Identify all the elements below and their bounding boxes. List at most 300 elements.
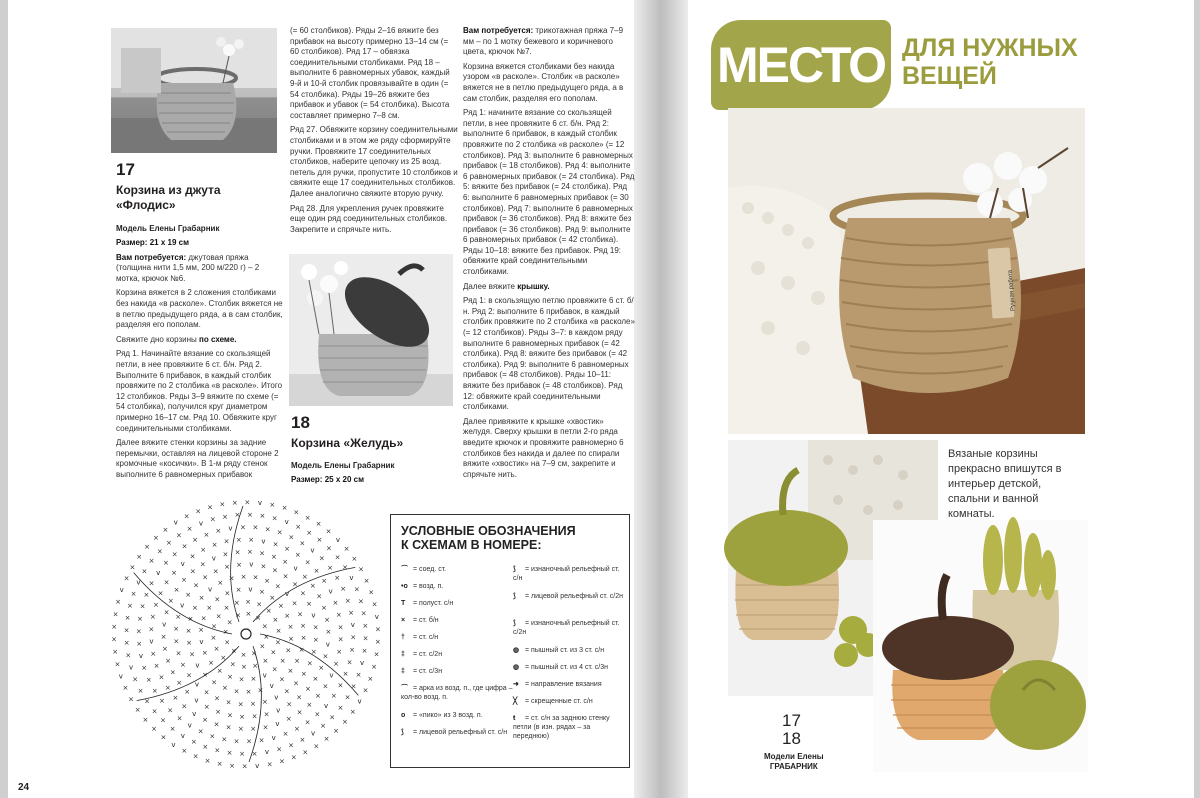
chart-stitch-mark: ×: [306, 701, 313, 710]
legend-symbol-icon: ‡: [401, 668, 405, 675]
chart-stitch-mark: ×: [124, 614, 131, 623]
chart-stitch-mark: ×: [325, 628, 332, 637]
chart-stitch-mark: ×: [211, 678, 218, 687]
legend-title-line1: УСЛОВНЫЕ ОБОЗНАЧЕНИЯ: [401, 524, 576, 538]
pattern-18-author: Модель Елены Грабарник: [291, 461, 395, 470]
chart-stitch-mark: ×: [220, 654, 227, 663]
legend-title: [401, 524, 576, 552]
chart-stitch-mark: ×: [259, 642, 266, 651]
chart-stitch-mark: ×: [153, 661, 160, 670]
chart-stitch-mark: ×: [184, 688, 191, 697]
chart-stitch-mark: ×: [221, 684, 228, 693]
chart-stitch-mark: ×: [309, 582, 316, 591]
chart-stitch-mark: ×: [351, 555, 358, 563]
chart-stitch-mark: ×: [203, 703, 210, 711]
chart-stitch-mark: ×: [314, 710, 321, 719]
chart-stitch-mark: ×: [248, 535, 255, 544]
chart-stitch-mark: ×: [112, 648, 119, 656]
chart-stitch-mark: ×: [252, 573, 259, 582]
chart-stitch-mark: ×: [278, 757, 285, 766]
chart-stitch-mark: ×: [201, 670, 208, 679]
legend-text: = лицевой рельефный ст. с/н: [413, 729, 508, 736]
chart-stitch-mark: ×: [187, 615, 194, 624]
pattern-17-col2: [290, 26, 458, 239]
chart-stitch-mark: ×: [293, 508, 300, 517]
paragraph-bold: крышку.: [517, 281, 550, 291]
legend-text: = ст. с/н: [413, 634, 439, 641]
chart-stitch-mark: v: [276, 706, 281, 715]
chart-stitch-mark: ×: [361, 646, 368, 655]
title-banner: [711, 20, 891, 110]
handmade-tag-text: Ручная работа: [1007, 269, 1017, 312]
chart-stitch-mark: ×: [202, 743, 209, 751]
chart-stitch-mark: ×: [129, 563, 136, 572]
chart-stitch-mark: ×: [181, 747, 188, 756]
legend-text: = ст. с/2н: [413, 651, 443, 658]
chart-stitch-mark: ×: [227, 672, 234, 681]
chart-stitch-mark: ×: [299, 736, 306, 744]
chart-stitch-mark: ×: [269, 593, 276, 602]
chart-stitch-mark: v: [328, 587, 333, 596]
credit-line2: ГРАБАРНИК: [769, 762, 818, 771]
chart-stitch-mark: ×: [287, 623, 294, 632]
legend-item: [513, 697, 625, 706]
pattern-17-title: [116, 183, 221, 213]
pattern-17-author: Модель Елены Грабарник: [116, 224, 220, 233]
legend-item: [401, 667, 513, 676]
chart-stitch-mark: v: [129, 663, 134, 672]
chart-stitch-mark: v: [228, 524, 233, 533]
chart-stitch-mark: ×: [148, 625, 155, 634]
chart-stitch-mark: ×: [276, 745, 283, 754]
chart-stitch-mark: ×: [350, 633, 357, 642]
chart-stitch-mark: ×: [287, 667, 294, 676]
paragraph-bold: по схеме.: [199, 334, 237, 344]
chart-stitch-mark: ×: [318, 554, 325, 563]
chart-stitch-mark: ×: [350, 682, 357, 691]
chart-stitch-mark: ×: [135, 627, 142, 636]
chart-stitch-mark: ×: [209, 515, 216, 524]
chart-stitch-mark: ×: [211, 622, 218, 631]
chart-stitch-mark: ×: [237, 700, 244, 709]
banner-text: МЕСТО: [716, 37, 886, 93]
chart-stitch-mark: ×: [293, 724, 300, 733]
chart-stitch-mark: ×: [277, 601, 284, 610]
left-page: [8, 0, 634, 798]
chart-stitch-mark: ×: [240, 650, 247, 659]
chart-stitch-mark: ×: [278, 675, 285, 684]
size-label: Размер:: [291, 475, 323, 484]
chart-stitch-mark: ×: [151, 686, 158, 695]
chart-stitch-mark: ×: [191, 603, 198, 612]
chart-stitch-mark: ×: [262, 723, 269, 732]
chart-stitch-mark: ×: [158, 697, 165, 705]
chart-stitch-mark: ×: [132, 675, 139, 684]
legend-text: = ст. б/н: [413, 617, 439, 624]
legend-item: [513, 680, 625, 689]
chart-stitch-mark: ×: [304, 684, 311, 693]
chart-stitch-mark: ×: [206, 604, 213, 613]
chart-stitch-mark: ×: [304, 558, 311, 567]
chart-stitch-mark: ×: [136, 552, 143, 561]
chart-stitch-mark: ×: [222, 512, 228, 521]
pattern-18-size: [291, 475, 451, 490]
chart-stitch-mark: ×: [235, 585, 242, 594]
chart-stitch-mark: ×: [285, 715, 292, 724]
chart-stitch-mark: ×: [112, 610, 119, 619]
legend-symbol-icon: ◍: [513, 647, 520, 654]
chart-stitch-mark: ×: [164, 684, 171, 692]
chart-stitch-mark: ×: [134, 706, 141, 714]
chart-stitch-mark: ×: [216, 667, 223, 676]
chart-stitch-mark: v: [335, 535, 341, 544]
chart-stitch-mark: ×: [251, 749, 258, 758]
chart-stitch-mark: ×: [333, 726, 340, 735]
chart-stitch-mark: ×: [179, 660, 186, 669]
chart-stitch-mark: v: [192, 709, 197, 718]
chart-stitch-mark: ×: [310, 647, 317, 656]
chart-stitch-mark: ×: [209, 732, 216, 741]
chart-stitch-mark: ×: [293, 679, 299, 688]
chart-stitch-mark: ×: [348, 608, 354, 617]
chart-stitch-mark: ×: [257, 686, 264, 695]
chart-stitch-mark: ×: [288, 533, 295, 542]
legend-symbol-icon: o: [401, 712, 406, 719]
chart-stitch-mark: ×: [333, 660, 340, 668]
chart-stitch-mark: ×: [250, 725, 257, 733]
legend-symbol-icon: ŧ: [513, 715, 516, 722]
chart-stitch-mark: ×: [235, 536, 242, 544]
legend-symbol-icon: T: [401, 600, 406, 607]
chart-stitch-mark: ×: [160, 632, 167, 641]
chart-stitch-mark: ×: [265, 606, 272, 615]
chart-stitch-mark: ×: [274, 638, 281, 647]
chart-stitch-mark: ×: [144, 543, 151, 552]
jute-basket-photo: [111, 28, 277, 153]
chart-stitch-mark: ×: [122, 684, 129, 693]
chart-stitch-mark: v: [374, 613, 379, 621]
chart-stitch-mark: ×: [224, 589, 231, 598]
chart-stitch-mark: ×: [240, 663, 247, 672]
chart-stitch-mark: ×: [181, 576, 188, 585]
chart-stitch-mark: ×: [353, 585, 360, 594]
chart-stitch-mark: ×: [300, 622, 306, 630]
chart-stitch-mark: ×: [192, 536, 199, 545]
chart-stitch-mark: v: [349, 574, 354, 583]
chart-stitch-mark: ×: [363, 576, 370, 585]
chart-stitch-mark: v: [262, 671, 267, 680]
chart-stitch-mark: ×: [237, 725, 244, 734]
chart-stitch-mark: ×: [230, 646, 237, 655]
chart-stitch-mark: v: [194, 680, 200, 689]
chart-stitch-mark: ×: [349, 708, 356, 717]
size-label: Размер:: [116, 238, 148, 247]
chart-stitch-mark: ×: [272, 616, 279, 624]
paragraph: Ряд 27. Обвяжите корзину соединительными столбиками и в этом же ряду сформируйте ручки. Провяжите 17 соединительных столбиков, наберите цепочку из 25 возд. петель для ручки, пропустите 10 столбиков и свяжите еще 17 соединительных столбиков. Далее аналогично свяжите вторую ручку.: [290, 125, 458, 198]
legend-item: [401, 582, 513, 591]
legend-symbol-icon: •o: [401, 583, 408, 590]
paragraph-lead: Далее вяжите: [463, 281, 515, 291]
chart-stitch-mark: ×: [175, 613, 182, 622]
chart-stitch-mark: ×: [197, 727, 204, 736]
heading-line2: ВЕЩЕЙ: [902, 62, 997, 90]
chart-stitch-mark: ×: [239, 523, 246, 532]
chart-stitch-mark: ×: [271, 514, 278, 523]
chart-stitch-mark: ×: [306, 528, 313, 537]
chart-stitch-mark: ×: [282, 558, 289, 566]
chart-stitch-mark: v: [274, 693, 279, 702]
chart-stitch-mark: ×: [171, 568, 178, 577]
model-number-17: 17: [782, 711, 801, 730]
page-number: 24: [18, 782, 30, 793]
chart-stitch-mark: ×: [306, 600, 313, 609]
chart-stitch-mark: ×: [244, 498, 251, 507]
chart-stitch-mark: ×: [169, 668, 176, 677]
chart-center-ring: [241, 629, 251, 639]
chart-stitch-mark: ×: [256, 600, 263, 609]
chart-stitch-mark: ×: [185, 627, 192, 635]
chart-stitch-mark: ×: [282, 730, 289, 739]
chart-stitch-mark: ×: [215, 708, 222, 716]
chart-stitch-mark: ×: [190, 738, 197, 747]
chart-stitch-mark: ×: [275, 626, 282, 635]
chart-stitch-mark: ×: [252, 662, 259, 670]
chart-stitch-mark: ×: [195, 507, 202, 516]
chart-stitch-mark: ×: [316, 592, 323, 601]
chart-stitch-mark: ×: [241, 762, 248, 771]
legend-title-line2: К СХЕМАМ В НОМЕРЕ:: [401, 538, 542, 552]
chart-stitch-mark: ×: [284, 611, 291, 620]
paragraph: Ряд 1: в скользящую петлю провяжите 6 ст. б/н. Ряд 2: выполните 6 прибавок, в каждый столбик провяжите по 2 столбика «в расколе» (= 12 столбиков). Ряды 3–7: в каждом ряду выполните 6 равномерных прибавок (= 42 столбика). Ряд 8: вяжите без прибавок (= 42 столбика). Ряд 9: выполните 6 равномерных прибавок (= 48 столбиков). Ряды 10–11: вяжите без прибавок (= 48 столбиков). Ряд 12: обвяжите край соединительными столбиками.: [463, 296, 635, 412]
chart-stitch-mark: ×: [286, 700, 293, 709]
pattern-17-col1: [116, 238, 284, 484]
chart-stitch-mark: ×: [306, 659, 313, 668]
chart-stitch-mark: ×: [322, 652, 329, 661]
legend-item: [513, 714, 625, 741]
chart-stitch-mark: ×: [246, 511, 253, 519]
chart-stitch-mark: ×: [167, 596, 174, 605]
pattern-17-title-line2: «Флодис»: [116, 198, 176, 212]
chart-stitch-mark: ×: [367, 674, 374, 683]
legend-text: = ст. с/3н: [413, 668, 443, 675]
chart-stitch-mark: ×: [373, 650, 380, 659]
chart-stitch-mark: v: [149, 637, 154, 646]
models-numbers: [782, 712, 801, 748]
chart-stitch-mark: v: [357, 697, 362, 706]
chart-stitch-mark: ×: [343, 545, 350, 554]
legend-text: = соед. ст.: [413, 566, 447, 573]
chart-stitch-mark: ×: [245, 597, 252, 606]
chart-stitch-mark: v: [119, 586, 124, 595]
chart-stitch-mark: ×: [362, 634, 369, 643]
chart-stitch-mark: ×: [162, 525, 169, 534]
chart-stitch-mark: ×: [260, 562, 267, 571]
chart-stitch-mark: v: [195, 661, 200, 670]
chart-stitch-mark: ×: [284, 545, 290, 553]
chart-stitch-mark: ×: [261, 697, 268, 706]
chart-stitch-mark: v: [156, 569, 161, 577]
chart-stitch-mark: v: [208, 585, 213, 594]
chart-stitch-mark: ×: [216, 759, 223, 768]
paragraph: Ряд 1. Начинайте вязание со скользящей петли, в нее провяжите 6 ст. б/н. Ряд 2. Выполните 6 прибавок, в каждый столбик провяжите по 2 столбика «в расколе». Итого 12 столбиков. Ряды 3–9 вяжите по схеме (= 54 столбика), получился круг диаметром примерно 16–17 см. Ряд 10. Обвяжите круг соединительными столбиками.: [116, 349, 283, 433]
chart-stitch-mark: ×: [342, 670, 349, 679]
right-page: [688, 0, 1194, 798]
chart-stitch-mark: ×: [223, 604, 230, 612]
chart-stitch-mark: ×: [228, 574, 235, 583]
chart-stitch-mark: ×: [263, 632, 270, 641]
chart-stitch-mark: ×: [374, 625, 381, 634]
legend-text: = арка из возд. п., где цифра – кол-во возд. п.: [401, 685, 513, 701]
chart-stitch-mark: v: [311, 611, 316, 620]
chart-stitch-mark: ×: [162, 559, 169, 568]
needs-label: Вам потребуется:: [116, 252, 187, 262]
chart-stitch-mark: ×: [246, 737, 253, 746]
chart-stitch-mark: ×: [167, 706, 174, 715]
chart-stitch-mark: ×: [224, 638, 231, 647]
chart-stitch-mark: ×: [185, 591, 192, 599]
chart-stitch-mark: ×: [368, 588, 375, 597]
chart-stitch-mark: ×: [176, 714, 183, 723]
chart-stitch-mark: ×: [172, 693, 179, 702]
legend-box: [390, 514, 630, 768]
chart-stitch-mark: v: [180, 732, 185, 741]
chart-stitch-mark: ×: [198, 593, 205, 602]
chart-stitch-mark: ×: [189, 552, 196, 561]
chart-stitch-mark: ×: [236, 560, 243, 569]
chart-stitch-mark: v: [171, 740, 176, 749]
chart-stitch-mark: ×: [301, 572, 308, 581]
chart-stitch-mark: ×: [325, 544, 332, 553]
chart-stitch-mark: ×: [189, 650, 195, 659]
chart-stitch-mark: ×: [152, 601, 159, 609]
chart-stitch-mark: ×: [225, 723, 232, 732]
chart-stitch-mark: ×: [357, 597, 364, 606]
chart-stitch-mark: ×: [214, 694, 221, 703]
needs-text: трикотажная пряжа 7–9 мм – по 1 мотку бежевого и коричневого цвета, крючок №7.: [463, 26, 624, 57]
needs-text: джутовая пряжа (толщина нити 1,5 мм, 200 м/220 г) – 2 мотка, крючок №6.: [116, 252, 260, 283]
chart-stitch-mark: ×: [296, 693, 303, 702]
chart-stitch-mark: ×: [282, 572, 289, 581]
heading-line1: ДЛЯ НУЖНЫХ: [902, 34, 1078, 62]
chart-stitch-mark: ×: [186, 639, 192, 647]
chart-stitch-mark: ×: [212, 567, 219, 576]
chart-stitch-mark: ×: [313, 567, 320, 576]
chart-stitch-mark: ×: [240, 573, 247, 581]
pattern-18-col3: [463, 26, 635, 484]
chart-stitch-mark: ×: [148, 579, 155, 588]
chart-stitch-mark: ×: [136, 615, 143, 623]
chart-stitch-mark: ×: [202, 716, 208, 724]
chart-stitch-mark: ×: [264, 525, 271, 534]
chart-stitch-mark: ×: [259, 549, 266, 558]
chart-stitch-mark: ×: [139, 602, 146, 611]
size-value: 21 x 19 см: [149, 238, 189, 247]
chart-stitch-mark: ×: [255, 614, 262, 623]
chart-stitch-mark: ×: [320, 722, 327, 730]
chart-stitch-mark: ×: [208, 659, 215, 668]
legend-text: = изнаночный рельефный ст. с/2н: [513, 620, 620, 636]
chart-stitch-mark: ×: [189, 567, 196, 576]
chart-stitch-mark: ×: [341, 717, 348, 726]
title-heading: [902, 34, 1078, 90]
chart-stitch-mark: ×: [300, 670, 307, 678]
needs-label: Вам потребуется:: [463, 26, 534, 35]
chart-stitch-mark: ×: [344, 693, 351, 702]
chart-stitch-mark: v: [293, 564, 298, 573]
chart-stitch-mark: ×: [299, 539, 306, 548]
chart-stitch-mark: ×: [337, 703, 344, 712]
chart-stitch-mark: ×: [258, 736, 265, 745]
legend-text: = «пико» из 3 возд. п.: [413, 712, 483, 719]
chart-stitch-mark: ×: [150, 650, 157, 658]
chart-stitch-mark: v: [248, 585, 253, 594]
chart-stitch-mark: ×: [175, 531, 182, 540]
chart-stitch-mark: v: [324, 701, 329, 710]
chart-stitch-mark: ×: [181, 542, 188, 551]
chart-stitch-mark: v: [285, 590, 290, 599]
chart-stitch-mark: v: [264, 748, 270, 757]
legend-text: = пышный ст. из 4 ст. с/3н: [525, 664, 608, 671]
chart-stitch-mark: ×: [128, 695, 134, 704]
chart-stitch-mark: ×: [173, 625, 180, 634]
chart-stitch-mark: ×: [233, 737, 240, 746]
chart-stitch-mark: ×: [271, 566, 278, 575]
chart-stitch-mark: ×: [143, 590, 150, 599]
chart-stitch-mark: ×: [183, 512, 190, 521]
chart-stitch-mark: ×: [169, 724, 176, 733]
legend-text: = ст. с/н за заднюю стенку петли (в изн. рядах – за переднюю): [513, 715, 610, 740]
chart-stitch-mark: ×: [229, 761, 236, 770]
paragraph: Далее привяжите к крышке «хвостик» желудя. Сверху крышки в петли 2-го ряда введите крючок и провяжите равномерно 6 столбиков без накида и далее по спирали вяжите «хвостик» на 7–9 см, закрепите и спрячьте нить.: [463, 416, 624, 479]
legend-text: = лицевой рельефный ст. с/2н: [525, 593, 623, 600]
chart-stitch-mark: ×: [234, 548, 241, 557]
chart-stitch-mark: ×: [336, 648, 343, 656]
chart-stitch-mark: ×: [198, 626, 204, 635]
chart-stitch-mark: ×: [203, 688, 210, 697]
chart-stitch-mark: ×: [330, 692, 337, 700]
chart-stitch-mark: ×: [210, 634, 217, 643]
chart-stitch-mark: ×: [276, 528, 283, 537]
chart-stitch-mark: ×: [288, 634, 294, 643]
chart-stitch-mark: ×: [250, 675, 257, 684]
chart-stitch-mark: ×: [349, 646, 356, 654]
chart-stitch-mark: v: [136, 578, 141, 587]
chart-stitch-mark: v: [211, 554, 216, 563]
chart-stitch-mark: ×: [111, 635, 118, 644]
legend-symbol-icon: ➜: [513, 681, 519, 688]
chart-stitch-mark: ×: [161, 645, 168, 654]
chart-stitch-mark: v: [180, 559, 185, 568]
chart-stitch-mark: ×: [297, 610, 303, 619]
chart-stitch-mark: ×: [235, 611, 241, 620]
chart-stitch-mark: v: [310, 546, 315, 555]
chart-stitch-mark: ×: [315, 520, 322, 529]
chart-stitch-mark: ×: [271, 665, 278, 674]
chart-stitch-mark: ×: [163, 578, 170, 587]
acorn-basket-photo: [289, 254, 453, 406]
chart-stitch-mark: ×: [222, 550, 229, 559]
chart-stitch-mark: ×: [291, 599, 298, 608]
chart-stitch-mark: ×: [223, 537, 230, 546]
chart-stitch-mark: ×: [312, 623, 319, 632]
chart-stitch-mark: ×: [233, 599, 240, 607]
chart-stitch-mark: ×: [261, 622, 268, 631]
chart-stitch-mark: ×: [245, 688, 252, 696]
legend-item: [513, 565, 625, 583]
chart-stitch-mark: ×: [344, 596, 351, 605]
chart-stitch-mark: ×: [160, 733, 167, 742]
chart-stitch-mark: ×: [238, 675, 245, 684]
